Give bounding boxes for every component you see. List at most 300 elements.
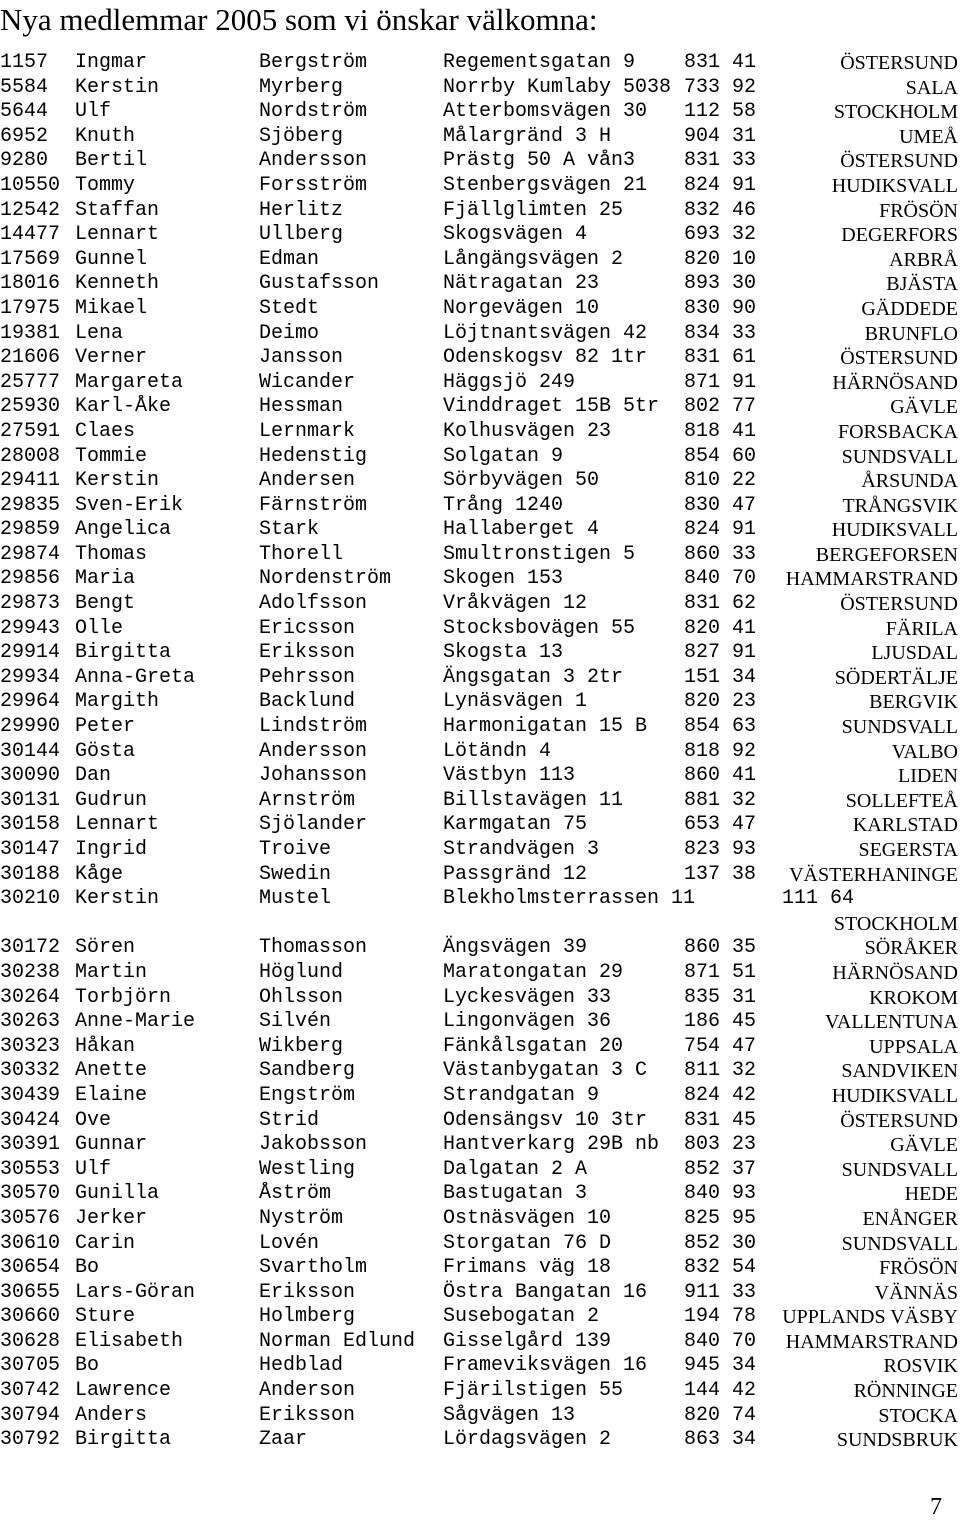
- member-row: [0, 1281, 960, 1306]
- street-address: Lötändn 4: [443, 739, 552, 763]
- postal-code: 831 61: [684, 346, 757, 370]
- street-address: Hantverkarg 29B nb: [443, 1133, 660, 1157]
- first-name: Margareta: [75, 370, 184, 394]
- member-id: 30610: [0, 1231, 61, 1255]
- last-name: Gustafsson: [259, 272, 380, 296]
- last-name: Mustel: [259, 887, 332, 911]
- city: TRÅNGSVIK: [842, 494, 958, 517]
- postal-code: 831 45: [684, 1108, 757, 1132]
- first-name: Martin: [75, 960, 148, 984]
- member-id: 30742: [0, 1379, 61, 1403]
- first-name: Gudrun: [75, 788, 148, 812]
- member-id: 29859: [0, 518, 61, 542]
- postal-code: 852 30: [684, 1231, 757, 1255]
- postal-code: 852 37: [684, 1157, 757, 1181]
- postal-code: 835 31: [684, 985, 757, 1009]
- city: HUDIKSVALL: [831, 519, 958, 542]
- postal-code: 112 58: [684, 100, 757, 124]
- first-name: Mikael: [75, 296, 148, 320]
- last-name: Jansson: [259, 346, 344, 370]
- member-id: 30188: [0, 862, 61, 886]
- postal-code: 820 41: [684, 616, 757, 640]
- member-id: 30131: [0, 788, 61, 812]
- postal-code: 860 33: [684, 542, 757, 566]
- city: SUNDSVALL: [841, 716, 958, 739]
- street-address: Passgränd 12: [443, 862, 588, 886]
- city: SEGERSTA: [858, 839, 958, 861]
- member-id: 10550: [0, 173, 61, 197]
- member-row: [0, 1232, 960, 1257]
- member-id: 29990: [0, 715, 61, 739]
- first-name: Elaine: [75, 1083, 148, 1107]
- last-name: Ericsson: [259, 616, 356, 640]
- first-name: Sture: [75, 1305, 136, 1329]
- last-name: Thomasson: [259, 936, 368, 960]
- member-id: 30576: [0, 1206, 61, 1230]
- member-row: [0, 543, 960, 568]
- member-row: [0, 174, 960, 199]
- city: DEGERFORS: [841, 224, 958, 247]
- member-row: [0, 740, 960, 765]
- member-id: 29856: [0, 567, 61, 591]
- postal-code: 824 91: [684, 173, 757, 197]
- postal-code: 860 35: [684, 936, 757, 960]
- street-address: Skogen 153: [443, 567, 564, 591]
- city: UPPLANDS VÄSBY: [782, 1306, 958, 1329]
- member-id: 29934: [0, 665, 61, 689]
- first-name: Gunnar: [75, 1133, 148, 1157]
- postal-code: 830 47: [684, 493, 757, 517]
- member-id: 17975: [0, 296, 61, 320]
- member-list: [0, 51, 960, 1453]
- member-row: [0, 715, 960, 740]
- first-name: Ulf: [75, 1157, 112, 1181]
- first-name: Peter: [75, 715, 136, 739]
- last-name: Anderson: [259, 1379, 356, 1403]
- city: BERGVIK: [869, 691, 958, 714]
- member-id: 5644: [0, 100, 49, 124]
- city: SUNDSVALL: [841, 1232, 958, 1255]
- postal-code: 810 22: [684, 469, 757, 493]
- city: HÄRNÖSAND: [832, 961, 958, 984]
- postal-code: 186 45: [684, 1010, 757, 1034]
- first-name: Tommy: [75, 173, 136, 197]
- member-row: [0, 690, 960, 715]
- postal-code: 824 42: [684, 1083, 757, 1107]
- member-row: [0, 149, 960, 174]
- member-id: 5584: [0, 75, 49, 99]
- first-name: Torbjörn: [75, 985, 172, 1009]
- street-address: Bastugatan 3: [443, 1182, 588, 1206]
- street-address: Lyckesvägen 33: [443, 985, 612, 1009]
- first-name: Kenneth: [75, 272, 160, 296]
- last-name: Myrberg: [259, 75, 344, 99]
- postal-code: 823 93: [684, 838, 757, 861]
- member-row: [0, 567, 960, 592]
- last-name: Eriksson: [259, 1280, 356, 1304]
- postal-code: 194 78: [684, 1305, 757, 1329]
- street-address: Susebogatan 2: [443, 1305, 600, 1329]
- member-id: 30628: [0, 1329, 61, 1353]
- postal-code: 137 38: [684, 862, 757, 886]
- member-row: [0, 494, 960, 519]
- member-row: [0, 1035, 960, 1060]
- last-name: Stedt: [259, 296, 320, 320]
- first-name: Karl-Åke: [75, 395, 172, 419]
- last-name: Färnström: [259, 493, 368, 517]
- member-id: 27591: [0, 419, 61, 443]
- postal-code: 144 42: [684, 1379, 757, 1403]
- last-name: Nordenström: [259, 567, 392, 591]
- city: ÖSTERSUND: [840, 1109, 958, 1132]
- postal-code: 825 95: [684, 1206, 757, 1230]
- member-row: [0, 1330, 960, 1355]
- city: HÄRNÖSAND: [832, 371, 958, 394]
- last-name: Stark: [259, 518, 320, 542]
- postal-code: 871 51: [684, 960, 757, 984]
- street-address: Östra Bangatan 16: [443, 1280, 648, 1304]
- member-id: 17569: [0, 247, 61, 271]
- street-address: Strandvägen 3: [443, 838, 600, 861]
- street-address: Ostnäsvägen 10: [443, 1206, 612, 1230]
- city: STOCKHOLM: [833, 912, 958, 935]
- first-name: Bengt: [75, 592, 136, 616]
- last-name: Zaar: [259, 1428, 308, 1452]
- street-address: Fjärilstigen 55: [443, 1379, 624, 1403]
- member-row: [0, 371, 960, 396]
- first-name: Verner: [75, 346, 148, 370]
- city: KARLSTAD: [852, 814, 958, 837]
- member-row: [0, 469, 960, 494]
- last-name: Westling: [259, 1157, 356, 1181]
- member-id: 30794: [0, 1403, 61, 1427]
- member-row: [0, 912, 960, 937]
- member-id: 19381: [0, 321, 61, 345]
- last-name: Lovén: [259, 1231, 320, 1255]
- last-name: Nordström: [259, 100, 368, 124]
- street-address: Blekholmsterrassen 11: [443, 887, 696, 911]
- member-id: 9280: [0, 149, 49, 173]
- street-address: Frameviksvägen 16: [443, 1354, 648, 1378]
- last-name: Forsström: [259, 173, 368, 197]
- last-name: Höglund: [259, 960, 344, 984]
- first-name: Jerker: [75, 1206, 148, 1230]
- street-address: Kolhusvägen 23: [443, 419, 612, 443]
- street-address: Skogsta 13: [443, 641, 564, 665]
- member-id: 30264: [0, 985, 61, 1009]
- street-address: Karmgatan 75: [443, 813, 588, 837]
- member-row: [0, 617, 960, 642]
- street-address: Västbyn 113: [443, 764, 576, 788]
- last-name: Thorell: [259, 542, 344, 566]
- member-id: 30439: [0, 1083, 61, 1107]
- first-name: Birgitta: [75, 1428, 172, 1452]
- first-name: Ulf: [75, 100, 112, 124]
- city: HUDIKSVALL: [831, 174, 958, 197]
- last-name: Hedblad: [259, 1354, 344, 1378]
- member-row: [0, 1010, 960, 1035]
- city: HEDE: [904, 1183, 958, 1206]
- postal-code: 945 34: [684, 1354, 757, 1378]
- member-row: [0, 1158, 960, 1183]
- city: KROKOM: [869, 986, 958, 1009]
- city: VÄNNÄS: [874, 1281, 958, 1304]
- postal-code: 911 33: [684, 1280, 757, 1304]
- member-row: [0, 223, 960, 248]
- postal-code: 754 47: [684, 1034, 757, 1058]
- member-id: 29874: [0, 542, 61, 566]
- city: SUNDSVALL: [841, 1158, 958, 1181]
- member-row: [0, 1354, 960, 1379]
- first-name: Bertil: [75, 149, 148, 173]
- city: GÄDDEDE: [861, 297, 958, 320]
- member-id: 30172: [0, 936, 61, 960]
- first-name: Claes: [75, 419, 136, 443]
- postal-code: 854 60: [684, 444, 757, 468]
- first-name: Knuth: [75, 124, 136, 148]
- member-id: 30147: [0, 838, 61, 861]
- member-id: 14477: [0, 223, 61, 247]
- street-address: Dalgatan 2 A: [443, 1157, 588, 1181]
- street-address: Atterbomsvägen 30: [443, 100, 648, 124]
- street-address: Löjtnantsvägen 42: [443, 321, 648, 345]
- postal-code: 904 31: [684, 124, 757, 148]
- street-address: Gisselgård 139: [443, 1329, 612, 1353]
- member-row: [0, 100, 960, 125]
- first-name: Anne-Marie: [75, 1010, 196, 1034]
- city: BRUNFLO: [864, 322, 958, 345]
- member-row: [0, 248, 960, 273]
- first-name: Anna-Greta: [75, 665, 196, 689]
- member-id: 29943: [0, 616, 61, 640]
- city: HAMMARSTRAND: [785, 1330, 958, 1353]
- street-address: Maratongatan 29: [443, 960, 624, 984]
- member-row: [0, 1305, 960, 1330]
- member-id: 12542: [0, 198, 61, 222]
- postal-code: 811 32: [684, 1059, 757, 1083]
- postal-code: 831 41: [684, 51, 757, 74]
- city: LJUSDAL: [871, 642, 958, 665]
- first-name: Gösta: [75, 739, 136, 763]
- city: ÅRSUNDA: [861, 470, 958, 493]
- member-id: 30158: [0, 813, 61, 837]
- last-name: Hedenstig: [259, 444, 368, 468]
- member-row: [0, 297, 960, 322]
- member-row: [0, 1182, 960, 1207]
- street-address: Odenskogsv 82 1tr: [443, 346, 648, 370]
- street-address: Fänkålsgatan 20: [443, 1034, 624, 1058]
- last-name: Strid: [259, 1108, 320, 1132]
- first-name: Lars-Göran: [75, 1280, 196, 1304]
- member-id: 30263: [0, 1010, 61, 1034]
- last-name: Arnström: [259, 788, 356, 812]
- city: ÖSTERSUND: [840, 593, 958, 616]
- last-name: Backlund: [259, 690, 356, 714]
- last-name: Holmberg: [259, 1305, 356, 1329]
- member-row: [0, 1256, 960, 1281]
- first-name: Kerstin: [75, 469, 160, 493]
- last-name: Andersen: [259, 469, 356, 493]
- postal-code: 840 70: [684, 567, 757, 591]
- first-name: Håkan: [75, 1034, 136, 1058]
- member-row: [0, 420, 960, 445]
- page-number: 7: [930, 1494, 942, 1520]
- street-address: Långängsvägen 2: [443, 247, 624, 271]
- first-name: Lawrence: [75, 1379, 172, 1403]
- street-address: Fjällglimten 25: [443, 198, 624, 222]
- last-name: Åström: [259, 1182, 332, 1206]
- postal-code: 653 47: [684, 813, 757, 837]
- city: SÖRÅKER: [864, 937, 958, 960]
- street-address: Norrby Kumlaby 5038: [443, 75, 672, 99]
- member-id: 30238: [0, 960, 61, 984]
- first-name: Kåge: [75, 862, 124, 886]
- member-id: 30553: [0, 1157, 61, 1181]
- city: FRÖSÖN: [879, 1257, 958, 1280]
- postal-code: 831 33: [684, 149, 757, 173]
- postal-code: 830 90: [684, 296, 757, 320]
- last-name: Norman Edlund: [259, 1329, 416, 1353]
- last-name: Jakobsson: [259, 1133, 368, 1157]
- city: GÄVLE: [890, 396, 958, 419]
- last-name: Johansson: [259, 764, 368, 788]
- last-name: Lindström: [259, 715, 368, 739]
- first-name: Thomas: [75, 542, 148, 566]
- city: FRÖSÖN: [879, 199, 958, 222]
- member-row: [0, 51, 960, 76]
- last-name: Eriksson: [259, 1403, 356, 1427]
- member-row: [0, 592, 960, 617]
- member-row: [0, 887, 960, 912]
- first-name: Bo: [75, 1354, 100, 1378]
- member-row: [0, 518, 960, 543]
- member-id: 29835: [0, 493, 61, 517]
- last-name: Bergström: [259, 51, 368, 74]
- first-name: Gunnel: [75, 247, 148, 271]
- postal-code: 840 93: [684, 1182, 757, 1206]
- member-id: 29873: [0, 592, 61, 616]
- member-id: 30210: [0, 887, 61, 911]
- member-id: 30391: [0, 1133, 61, 1157]
- city: FORSBACKA: [837, 420, 958, 443]
- member-row: [0, 1404, 960, 1429]
- street-address: Sörbyvägen 50: [443, 469, 600, 493]
- last-name: Sandberg: [259, 1059, 356, 1083]
- last-name: Andersson: [259, 149, 368, 173]
- member-id: 30705: [0, 1354, 61, 1378]
- first-name: Birgitta: [75, 641, 172, 665]
- first-name: Bo: [75, 1256, 100, 1280]
- street-address: Stenbergsvägen 21: [443, 173, 648, 197]
- first-name: Lennart: [75, 813, 160, 837]
- street-address: Billstavägen 11: [443, 788, 624, 812]
- member-row: [0, 666, 960, 691]
- postal-code: 881 32: [684, 788, 757, 812]
- postal-code: 860 41: [684, 764, 757, 788]
- page-title: Nya medlemmar 2005 som vi önskar välkomna:: [0, 2, 598, 37]
- street-address: Ängsgatan 3 2tr: [443, 665, 624, 689]
- street-address: Norgevägen 10: [443, 296, 600, 320]
- city: HAMMARSTRAND: [785, 568, 958, 591]
- city: HUDIKSVALL: [831, 1084, 958, 1107]
- member-row: [0, 76, 960, 101]
- member-row: [0, 863, 960, 888]
- last-name: Wikberg: [259, 1034, 344, 1058]
- postal-code: 820 74: [684, 1403, 757, 1427]
- member-row: [0, 641, 960, 666]
- last-name: Hessman: [259, 395, 344, 419]
- member-row: [0, 1428, 960, 1453]
- postal-code: 151 34: [684, 665, 757, 689]
- city: ÖSTERSUND: [840, 347, 958, 370]
- first-name: Dan: [75, 764, 112, 788]
- city: GÄVLE: [890, 1134, 958, 1157]
- last-name: Herlitz: [259, 198, 344, 222]
- city: ARBRÅ: [889, 248, 958, 271]
- street-address: Målargränd 3 H: [443, 124, 612, 148]
- member-row: [0, 199, 960, 224]
- city: STOCKHOLM: [833, 101, 958, 124]
- member-id: 30090: [0, 764, 61, 788]
- member-id: 30144: [0, 739, 61, 763]
- postal-code: 831 62: [684, 592, 757, 616]
- street-address: Trång 1240: [443, 493, 564, 517]
- street-address: Västanbygatan 3 C: [443, 1059, 648, 1083]
- street-address: Lördagsvägen 2: [443, 1428, 612, 1452]
- last-name: Lernmark: [259, 419, 356, 443]
- first-name: Angelica: [75, 518, 172, 542]
- street-address: Ängsvägen 39: [443, 936, 588, 960]
- first-name: Lennart: [75, 223, 160, 247]
- city: STOCKA: [878, 1404, 958, 1427]
- city: VÄSTERHANINGE: [789, 863, 958, 886]
- member-id: 29914: [0, 641, 61, 665]
- member-row: [0, 936, 960, 961]
- member-id: 29411: [0, 469, 61, 493]
- member-row: [0, 1133, 960, 1158]
- last-name: Andersson: [259, 739, 368, 763]
- member-id: 30654: [0, 1256, 61, 1280]
- last-name: Ullberg: [259, 223, 344, 247]
- member-id: 30424: [0, 1108, 61, 1132]
- first-name: Anette: [75, 1059, 148, 1083]
- last-name: Pehrsson: [259, 665, 356, 689]
- member-row: [0, 322, 960, 347]
- street-address: Häggsjö 249: [443, 370, 576, 394]
- postal-code: 827 91: [684, 641, 757, 665]
- member-id: 30570: [0, 1182, 61, 1206]
- member-row: [0, 986, 960, 1011]
- street-address: Sågvägen 13: [443, 1403, 576, 1427]
- first-name: Kerstin: [75, 75, 160, 99]
- street-address: Solgatan 9: [443, 444, 564, 468]
- member-id: 30332: [0, 1059, 61, 1083]
- street-address: Harmonigatan 15 B: [443, 715, 648, 739]
- postal-code: 803 23: [684, 1133, 757, 1157]
- member-row: [0, 272, 960, 297]
- member-id: 30660: [0, 1305, 61, 1329]
- street-address: Strandgatan 9: [443, 1083, 600, 1107]
- last-name: Edman: [259, 247, 320, 271]
- member-id: 6952: [0, 124, 49, 148]
- last-name: Troive: [259, 838, 332, 861]
- city: ROSVIK: [883, 1355, 958, 1378]
- city: BERGEFORSEN: [815, 543, 958, 566]
- first-name: Margith: [75, 690, 160, 714]
- postal-code: 820 23: [684, 690, 757, 714]
- member-id: 30323: [0, 1034, 61, 1058]
- last-name: Svartholm: [259, 1256, 368, 1280]
